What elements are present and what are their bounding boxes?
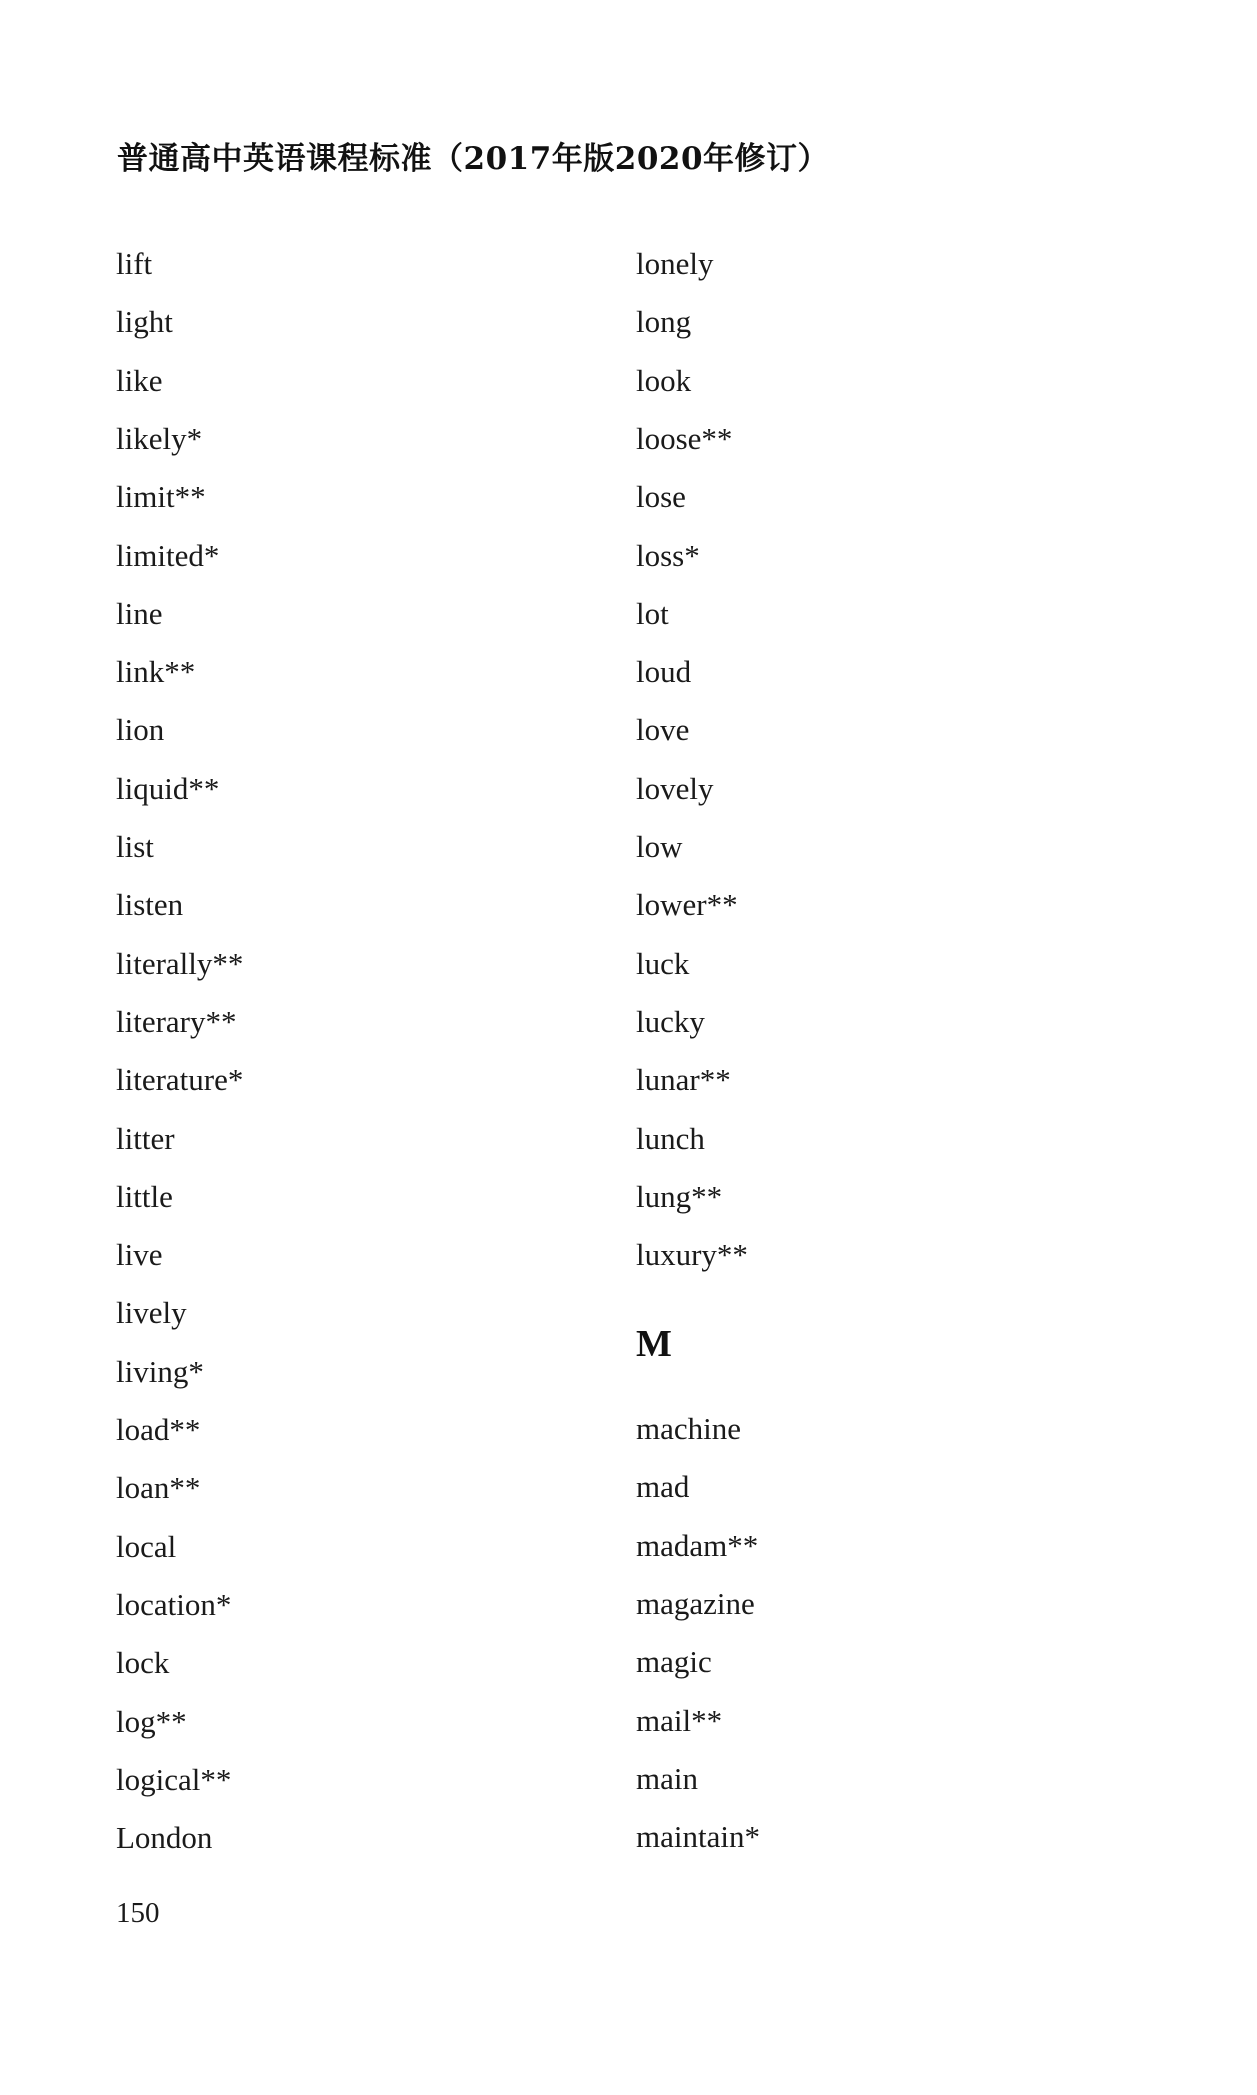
vocab-word: madam** <box>636 1527 759 1563</box>
vocab-word: mail** <box>636 1702 723 1738</box>
vocab-word: load** <box>116 1412 201 1447</box>
vocab-word: link** <box>116 654 196 690</box>
vocab-word: lonely <box>636 246 714 281</box>
section-heading-m: M <box>636 1323 672 1365</box>
vocab-word: lock <box>116 1645 170 1681</box>
vocab-word: London <box>116 1820 213 1856</box>
vocab-word: lose <box>636 479 686 515</box>
vocab-word: living* <box>116 1353 204 1389</box>
vocab-word: lovely <box>636 770 714 806</box>
vocab-word: long <box>636 304 692 340</box>
vocab-word: mad <box>636 1469 690 1505</box>
vocab-word: loud <box>636 654 692 690</box>
vocab-word: luck <box>636 945 690 981</box>
vocab-word: live <box>116 1237 163 1273</box>
vocab-word: logical** <box>116 1761 232 1797</box>
vocab-word: maintain* <box>636 1819 760 1855</box>
vocab-word: light <box>116 304 173 340</box>
vocab-word: list <box>116 829 154 864</box>
page-number: 150 <box>116 1897 160 1929</box>
vocab-word: lift <box>116 246 153 281</box>
vocab-word: lucky <box>636 1003 705 1039</box>
vocab-word: lung** <box>636 1178 723 1214</box>
vocab-word: low <box>636 829 683 864</box>
vocab-word: lot <box>636 595 669 631</box>
vocab-word: loose** <box>636 420 733 456</box>
vocab-word: lion <box>116 712 165 748</box>
page-title: 普通高中英语课程标准（2017年版2020年修订） <box>117 141 830 177</box>
vocab-word: magic <box>636 1644 712 1680</box>
vocab-word: little <box>116 1178 173 1214</box>
vocab-word: machine <box>636 1411 742 1446</box>
vocab-word: like <box>116 362 163 398</box>
vocab-word: liquid** <box>116 770 220 806</box>
vocab-word: line <box>116 595 163 631</box>
vocab-word: loan** <box>116 1470 201 1506</box>
vocab-word: lunar** <box>636 1062 731 1098</box>
vocab-word: lively <box>116 1295 187 1331</box>
vocab-word: listen <box>116 887 184 923</box>
vocab-word: lower** <box>636 887 738 923</box>
vocab-word: literature* <box>116 1062 244 1098</box>
vocab-word: magazine <box>636 1585 755 1621</box>
vocab-word: log** <box>116 1703 187 1739</box>
vocab-word: location* <box>116 1586 232 1622</box>
vocab-word: literary** <box>116 1003 237 1039</box>
vocab-word: local <box>116 1528 177 1564</box>
vocab-word: literally** <box>116 945 244 981</box>
vocab-word: luxury** <box>636 1237 748 1273</box>
vocab-word: look <box>636 362 692 398</box>
vocab-word: limited* <box>116 537 220 573</box>
vocab-word: loss* <box>636 537 700 573</box>
vocab-word: litter <box>116 1120 175 1156</box>
vocab-word: lunch <box>636 1120 705 1156</box>
vocab-word: love <box>636 712 690 748</box>
vocab-word: limit** <box>116 479 206 515</box>
vocab-word: likely* <box>116 420 203 456</box>
vocab-word: main <box>636 1760 698 1796</box>
